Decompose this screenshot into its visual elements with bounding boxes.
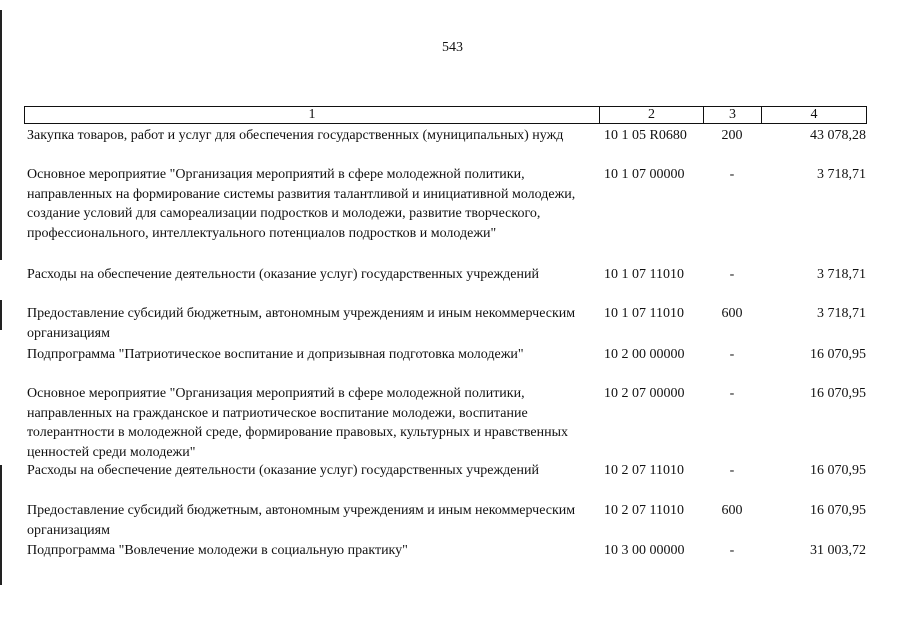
row-code: 10 2 07 11010 [604, 503, 684, 518]
row-description: Предоставление субсидий бюджетным, автономным учреждениям и иным некоммерческим организациям [27, 503, 576, 538]
row-amount: 16 070,95 [810, 386, 866, 401]
row-amount: 3 718,71 [817, 306, 866, 321]
row-type: - [729, 463, 735, 478]
row-code: 10 2 07 00000 [604, 386, 685, 401]
row-description: Расходы на обеспечение деятельности (оказание услуг) государственных учреждений [27, 267, 539, 282]
header-col-2: 2 [600, 107, 704, 123]
scan-edge-left-bottom [0, 465, 2, 585]
row-code: 10 3 00 00000 [604, 543, 685, 558]
row-description: Основное мероприятие "Организация мероприятий в сфере молодежной политики, направленных на гражданское и патриотическое воспитание молодежи, воспитание толерантности в молодежной среде, формирование правовых, культурных и нравственных ценностей среди молодежи" [27, 386, 569, 460]
header-col-4: 4 [810, 107, 818, 122]
row-code: 10 2 00 00000 [604, 347, 685, 362]
row-type: - [729, 267, 735, 282]
row-amount: 43 078,28 [810, 128, 866, 143]
row-description: Подпрограмма "Вовлечение молодежи в социальную практику" [27, 543, 408, 558]
row-code: 10 1 07 11010 [604, 267, 684, 282]
row-type: - [729, 167, 735, 182]
row-code: 10 2 07 11010 [604, 463, 684, 478]
row-description: Расходы на обеспечение деятельности (оказание услуг) государственных учреждений [27, 463, 539, 478]
header-col-1: 1 [25, 107, 600, 123]
row-description: Предоставление субсидий бюджетным, автономным учреждениям и иным некоммерческим организациям [27, 306, 576, 341]
row-amount: 31 003,72 [810, 543, 866, 558]
row-amount: 16 070,95 [810, 503, 866, 518]
table-header-row [24, 106, 867, 124]
row-type: - [729, 543, 735, 558]
row-description: Подпрограмма "Патриотическое воспитание и допризывная подготовка молодежи" [27, 347, 524, 362]
scan-edge-left-mid [0, 300, 2, 330]
header-col-3: 3 [704, 107, 762, 123]
row-type: 200 [721, 128, 743, 143]
row-amount: 3 718,71 [817, 167, 866, 182]
page-number: 543 [442, 40, 463, 55]
row-amount: 16 070,95 [810, 347, 866, 362]
row-type: - [729, 386, 735, 401]
row-amount: 3 718,71 [817, 267, 866, 282]
row-code: 10 1 07 00000 [604, 167, 685, 182]
row-type: 600 [721, 503, 743, 518]
row-description: Закупка товаров, работ и услуг для обеспечения государственных (муниципальных) нужд [27, 128, 564, 143]
row-type: 600 [721, 306, 743, 321]
row-description: Основное мероприятие "Организация мероприятий в сфере молодежной политики, направленных на формирование системы развития талантливой и инициативной молодежи, создание условий для самореализации подростков и молодежи, развитие творческого, профессионального, интеллектуального потенциалов подростков и молодежи" [27, 167, 576, 241]
row-amount: 16 070,95 [810, 463, 866, 478]
row-code: 10 1 05 R0680 [604, 128, 687, 143]
row-code: 10 1 07 11010 [604, 306, 684, 321]
row-type: - [729, 347, 735, 362]
